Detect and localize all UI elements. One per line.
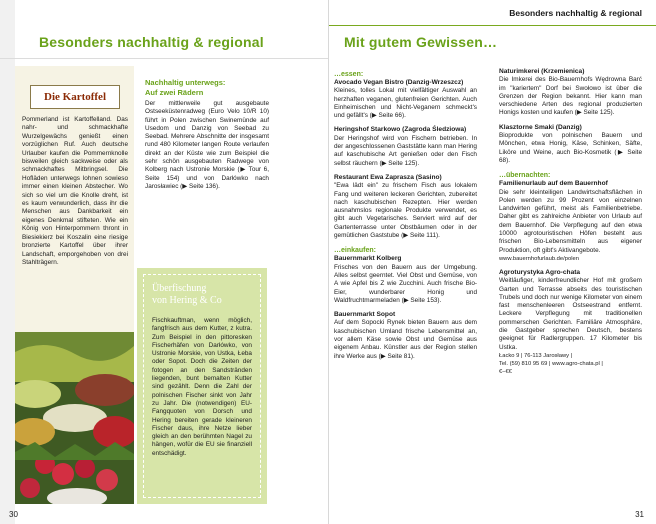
entry-address: Łacko 9 | 76-113 Jarosławy | xyxy=(499,352,573,359)
entry-text: Auf dem Sopocki Rynek bieten Bauern aus dem kaschubischen Umland frische Lebensmittel an, vor allem Käse sowie Obst und Gemüse aus eigenem Anbau. Künstler aus der Region stellen ihre Werke aus (▶ Seite 81). xyxy=(334,319,477,360)
hering-box xyxy=(137,268,267,504)
entry-name: Naturimkerei (Krzemienica) xyxy=(499,68,585,75)
right-column-1 xyxy=(334,68,477,367)
hering-box-inner xyxy=(143,274,261,498)
list-item xyxy=(334,174,477,240)
running-head: Besonders nachhaltig & regional xyxy=(509,8,642,18)
kartoffel-heading: Die Kartoffel xyxy=(30,85,120,109)
list-item xyxy=(334,126,477,167)
entry-name: Avocado Vegan Bistro (Danzig-Wrzeszcz) xyxy=(334,79,464,86)
entry-text: "Ewa lädt ein" zu frischem Fisch aus lokalem Fang und weiteren leckeren Gerichten, zubereitet nach kaschubischen Rezepten. Hier werden ausnahmslos regionale Produkte verwendet, es gibt auch Vegetarisches. Serviert wird auf der Gartenterrasse unter Obstbäumen oder in der gemütlichen Gaststube (▶ Seite 111). xyxy=(334,182,477,240)
right-column-2 xyxy=(499,68,642,382)
hering-title-line2: von Hering & Co xyxy=(152,295,222,306)
list-item xyxy=(334,311,477,361)
entry-name: Bauernmarkt Kolberg xyxy=(334,255,402,263)
entry-text: Die sehr kleinteiligen Landwirtschaftsflächen in Polen werden zu 99 Prozent von einzelnen Landwirten geführt, meist als Familienbetriebe. Daher gibt es zahlreiche Anbieter von Urlaub auf dem Bauernhof. Die Verpflegung auf den etwa 10000 agrotouristischen Höfen besteht aus frischen Bio-Lebensmitteln aus eigener Produktion, oft gibt's Aktivangebote. xyxy=(499,188,642,254)
entry-name: Klasztorne Smaki (Danzig) xyxy=(499,123,582,131)
list-item xyxy=(499,124,642,165)
entry-price: €–€€ xyxy=(499,368,512,375)
page-title: Besonders nachhaltig & regional xyxy=(39,34,264,50)
list-item xyxy=(499,68,642,118)
entry-text: Bioprodukte von polnischen Bauern und Mönchen, etwa Honig, Käse, Schinken, Säfte, Liköre und Weine, auch Bio-Kosmetik (▶ Seite 68). xyxy=(499,132,642,164)
right-page xyxy=(328,0,656,524)
entry-name: Bauernmarkt Sopot xyxy=(334,311,396,319)
page-number-left: 30 xyxy=(9,510,18,519)
list-item xyxy=(499,269,642,376)
uebernachten-heading: …übernachten: xyxy=(499,172,551,180)
page-number-right: 31 xyxy=(635,510,644,519)
entry-name: Restaurant Ewa Zaprasza (Sasino) xyxy=(334,173,442,181)
hering-text: Fischkauftman, wenn möglich, fangfrisch aus dem Kutter, z kutra. Zum Beispiel in den pittoresken Fischerhäfen von Darłówko, von Ustronie Morskie, von Ustka, Łeba oder Sopot. Doch die Zeiten der fotogen an den Sandstränden liegenden, bunt bemalten Kutter sind gezählt. Denn die Zahl der polnischen Fischer sinkt von Jahr zu Jahr. Die (notwendigen) EU-Fangquoten von Dorsch und Hering bereiten gerade kleineren Fischer daus, ihre Netze lieber gleich an den berühmten Nagel zu hängen, wofür die EU sie finanziell entschädigt. xyxy=(152,317,252,457)
radweg-title-line1: Nachhaltig unterwegs: xyxy=(145,78,226,87)
entry-name: Heringshof Starkowo (Zagroda Śledziowa) xyxy=(334,126,467,134)
right-page-title: Mit gutem Gewissen… xyxy=(344,34,498,50)
vegetable-market-photo xyxy=(15,332,134,504)
entry-text: Die Imkerei des Bio-Bauernhofs Wędrowna Barć im "kariertem" Dorf bei Swołowo ist über die Grenzen der Region bekannt. Hier kann man verschiedene Arten des regional produzierten Honigs kosten und kaufen (▶ Seite 125). xyxy=(499,76,642,117)
page-margin-bar xyxy=(0,0,15,524)
entry-contact[interactable]: Tel. (59) 810 95 69 | www.agro-chata.pl | xyxy=(499,360,603,367)
entry-url[interactable]: www.bauernhofurlaub.de/polen xyxy=(499,255,579,262)
entry-text: Kleines, tolles Lokal mit vielfältiger Auswahl an herzhaften veganen, glutenfreien Gerichten. Auch Einheimischen und Nicht-Veganern schmeckt's und gefällt's (▶ Seite 66). xyxy=(334,87,477,120)
radweg-title-line2: Auf zwei Rädern xyxy=(145,87,204,97)
kartoffel-text: Pommerland ist Kartoffelland. Das nahr- und schmackhafte Wurzelgewächs genießt einen vorzüglichen Ruf. Auch deutsche Urlauber kaufen die Pommernknolle bisweilen gleich sackweise oder als schmackhaftes Mitbringsel. Die Hofläden unterwegs lohnen sowieso immer einen kleinen Abstecher. Wo sich so viel um die Knolle dreht, ist es kaum verwunderlich, dass ihr die Menschen aus Dankbarkeit ein eigenes Denkmal stifteten. Wie ein König von Hinterpommern thront in Biesiekierz bei Koszalin eine riesige bronzierte Kartoffel über ihrer Landschaft, emporgehoben von drei Stahlträgern. xyxy=(22,116,128,266)
vegetable-photo-illustration xyxy=(15,332,134,504)
hering-title-line1: Überfischung xyxy=(152,283,207,294)
radweg-text: Der mittlerweile gut ausgebaute Ostseeküstenradweg (Euro Velo 10/R 10) führt in Polen zwischen Swinemünde auf Usedom und Danzig von Seebad zu Seebad. Mehrere Abschnitte der insgesamt rund 480 Kilometer langen Route verlaufen direkt an der Küste wie zum Beispiel die sehr schön ausgebauten Radwege von Kolberg nach Ustronie Morskie (▶ Tour 6, Seite 154) und von Darłówko nach Jarosławiec (▶ Seite 136). xyxy=(145,100,269,190)
list-item xyxy=(334,255,477,305)
radweg-section xyxy=(145,78,269,191)
running-head-rule xyxy=(329,25,656,26)
entry-name: Familienurlaub auf dem Bauernhof xyxy=(499,180,608,188)
title-divider xyxy=(0,58,328,59)
entry-text: Weitläufiger, kinderfreundlicher Hof mit großem Garten und Terrasse abseits des touristischen Trubels und doch nur wenige Kilometer von einem fast menschenleeren Ostseestrand entfernt. Leckere Verpflegung mit traditionellen pommerschen Gerichten. Familiäre Atmosphäre, die Gastgeber sprechen Deutsch, bestens geeignet für Radlergruppen. 17 Kilometer bis Ustka. xyxy=(499,277,642,351)
list-item xyxy=(499,180,642,263)
einkaufen-heading: …einkaufen: xyxy=(334,247,377,255)
entry-text: Der Heringshof wird von Fischern betrieben. In der angeschlossenen Gaststätte kann man Hering auf kaschubische Art genießen oder den Fisch selbst räuchern (▶ Seite 125). xyxy=(334,134,477,167)
list-item xyxy=(334,79,477,120)
entry-text: Frisches von den Bauern aus der Umgebung. Alles selbst geerntet. Viel Obst und Gemüse, von A wie Apfel bis Z wie Zucchini. Auch frische Bio-Eier, wunderbarer Honig und Waldfruchtmarmeladen (▶ Seite 153). xyxy=(334,263,477,304)
entry-name: Agroturystyka Agro-chata xyxy=(499,268,581,276)
essen-heading: …essen: xyxy=(334,71,364,78)
